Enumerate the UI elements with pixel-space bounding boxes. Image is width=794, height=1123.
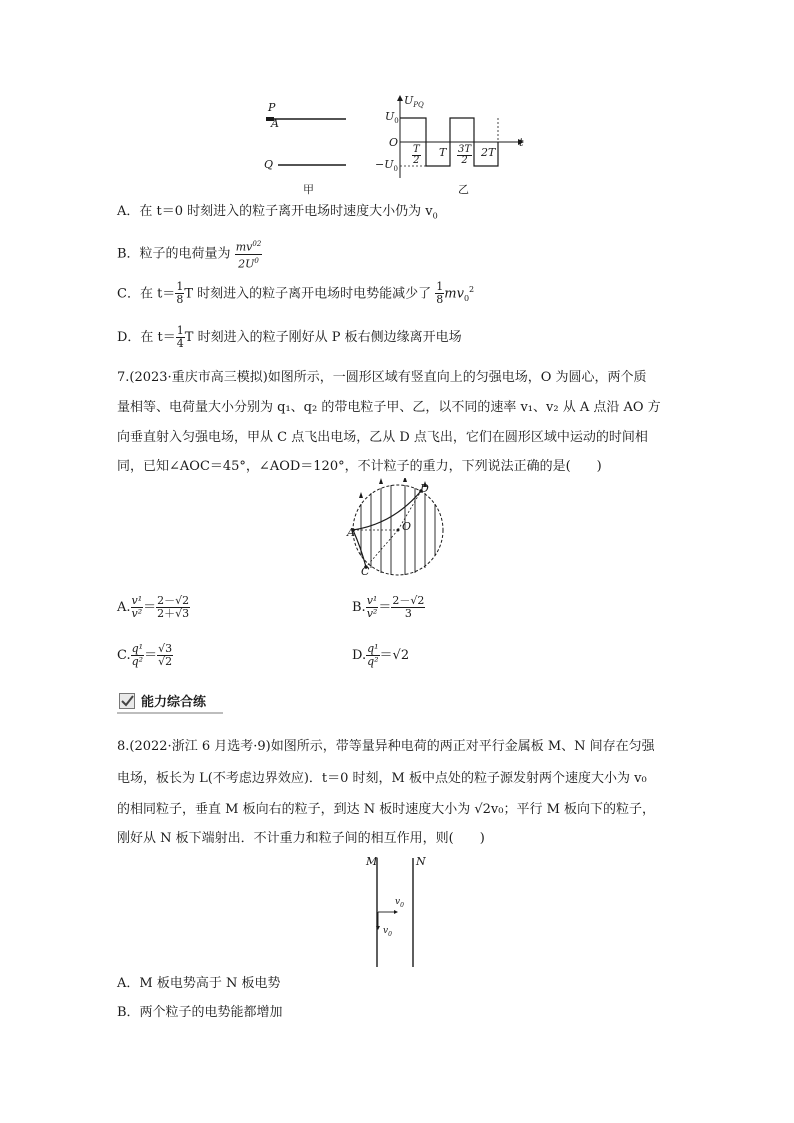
q6-option-b: B．粒子的电荷量为 $\frac{mv^{02}}{2U^0}$ <box>117 240 262 271</box>
q7-option-c: C. $\frac{\text{q¹}}{\text{q²}}$ ＝ $\frac{√3}{√2}$ <box>117 642 173 668</box>
q8-stem-line3: 的相同粒子，垂直 M 板向右的粒子，到达 N 板时速度大小为 √2v₀；平行 M 板向下的粒子， <box>117 802 656 817</box>
label-m: M <box>366 855 378 868</box>
q8-stem-line1: 8.(2022·浙江 6 月选考·9)如图所示，带等量异种电荷的两正对平行金属板 M、N 间存在匀强 <box>117 739 655 754</box>
q7-option-d: D. $\frac{\text{q¹}}{\text{q²}}$ ＝√2 <box>352 642 410 668</box>
tick-2t: 2T <box>481 146 496 159</box>
caption-jia: 甲 <box>303 183 314 196</box>
figure-mn-plates <box>360 852 430 972</box>
neg-u0-label: $-U_0$ <box>375 158 398 174</box>
axis-u-label: $U_{PQ}$ <box>404 94 424 110</box>
checkmark-icon <box>119 693 135 709</box>
q7-stem-line3: 向垂直射入匀强电场，甲从 C 点飞出电场，乙从 D 点飞出，它们在圆形区域中运动的时间相 <box>117 430 648 445</box>
q7-option-a: A. $\frac{\text{v¹}}{\text{v²}}$ ＝ $\frac{2-√2}{2+√3}$ <box>117 594 190 620</box>
q8-stem-line2: 电场，板长为 L(不考虑边界效应)．t＝0 时刻，M 板中点处的粒子源发射两个速度大小为 v₀ <box>117 771 647 786</box>
figure-voltage-wave <box>380 92 530 182</box>
label-n: N <box>416 855 426 868</box>
tick-t-half: $\frac{T}{2}$ <box>413 144 420 166</box>
section-title: 能力综合练 <box>141 695 207 710</box>
q7-stem-line4: 同，已知∠AOC＝45°，∠AOD＝120°，不计粒子的重力，下列说法正确的是( ) <box>117 459 602 474</box>
q6-option-d: D．在 t＝ $\frac{1}{4}$ T 时刻进入的粒子刚好从 P 板右侧边缘离开电场 <box>117 324 462 350</box>
label-q: Q <box>264 158 274 171</box>
point-c-label: C <box>361 565 370 578</box>
label-v0-down: $v_0$ <box>383 926 392 938</box>
point-d-label: D <box>420 482 429 495</box>
t-axis-label: t <box>519 136 524 149</box>
origin-label: O <box>389 136 399 149</box>
label-a: A <box>271 117 279 130</box>
q7-stem-line1: 7.(2023·重庆市高三模拟)如图所示，一圆形区域有竖直向上的匀强电场，O 为圆心，两个质 <box>117 370 647 385</box>
u0-label: $U_0$ <box>385 110 399 126</box>
q8-option-b: B．两个粒子的电势能都增加 <box>117 1005 283 1020</box>
caption-yi: 乙 <box>458 183 469 196</box>
center-o-label: O <box>402 520 412 533</box>
q6-option-c: C．在 t＝ $\frac{1}{8}$ T 时刻进入的粒子离开电场时电势能减少了 $\frac{1}{8}$ $mv_0^2$ <box>117 280 475 307</box>
section-banner <box>117 690 223 714</box>
label-p: P <box>268 101 276 114</box>
q8-stem-line4: 刚好从 N 板下端射出．不计重力和粒子间的相互作用，则( ) <box>117 831 485 846</box>
point-a-label: A <box>347 526 355 539</box>
q8-option-a: A．M 板电势高于 N 板电势 <box>117 976 281 991</box>
q7-option-b: B. $\frac{\text{v¹}}{\text{v²}}$ ＝ $\frac{2-√2}{3}$ <box>352 594 425 620</box>
tick-t: T <box>439 146 447 159</box>
label-v0-right: $v_0$ <box>395 897 404 909</box>
q7-stem-line2: 量相等、电荷量大小分别为 q₁、q₂ 的带电粒子甲、乙，以不同的速率 v₁、v₂ 从 A 点沿 AO 方 <box>117 400 661 415</box>
tick-3t-half: $\frac{3T}{2}$ <box>458 144 472 166</box>
q6-option-a: A．在 t＝0 时刻进入的粒子离开电场时速度大小仍为 $v_0$ <box>117 204 438 221</box>
